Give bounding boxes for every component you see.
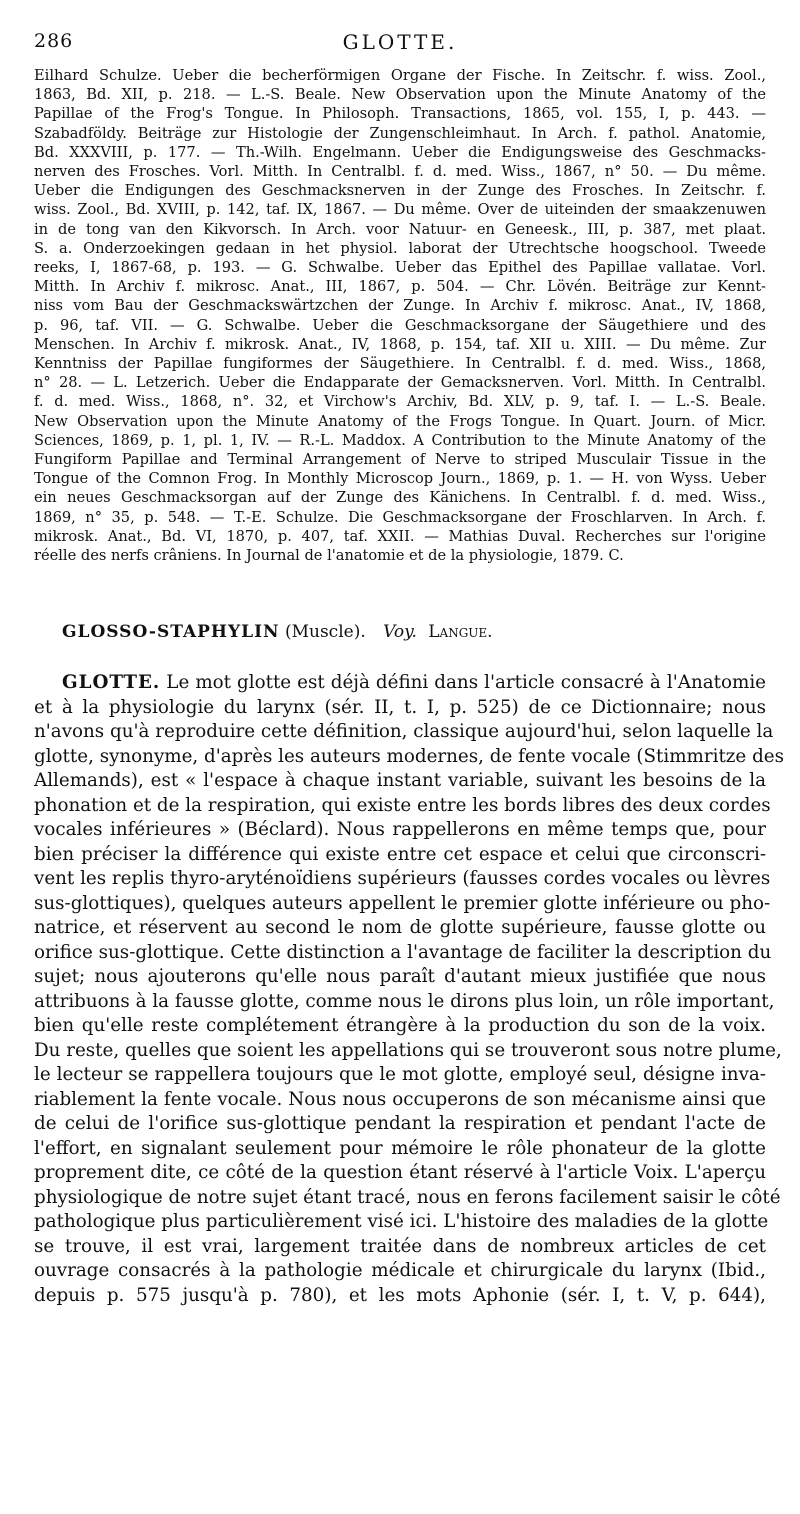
- article-line: sujet; nous ajouterons qu'elle nous paraît d'autant mieux justifiée que nous: [34, 966, 766, 987]
- running-title: GLOTTE.: [342, 30, 458, 54]
- entry-category: (Muscle).: [279, 622, 366, 642]
- bibliography-line: in de tong van den Kikvorsch. In Arch. voor Natuur- en Geneesk., III, p. 387, met plaat.: [34, 220, 766, 238]
- bibliography-line: Szabadföldy. Beiträge zur Histologie der Zungenschleimhaut. In Arch. f. pathol. Anatomie,: [34, 124, 766, 142]
- page-number: 286: [34, 30, 74, 52]
- bibliography-line: ein neues Geschmacksorgan auf der Zunge des Känichens. In Centralbl. f. d. med. Wiss.,: [34, 489, 766, 507]
- article-line: natrice, et réservent au second le nom de glotte supérieure, fausse glotte ou: [34, 917, 766, 938]
- bibliography-line: S. a. Onderzoekingen gedaan in het physiol. laborat der Utrechtsche hoogschool. Tweede: [34, 239, 766, 257]
- cross-reference-entry: [62, 622, 493, 642]
- bibliography-line: Ueber die Endigungen des Geschmacksnerven in der Zunge des Frosches. In Zeitschr. f.: [34, 182, 766, 200]
- bibliography-line: reeks, I, 1867-68, p. 193. — G. Schwalbe. Ueber das Epithel des Papillae vallatae. Vorl.: [34, 259, 766, 277]
- article-line: le lecteur se rappellera toujours que le mot glotte, employé seul, désigne inva-: [34, 1064, 766, 1085]
- article-line: Du reste, quelles que soient les appellations qui se trouveront sous notre plume,: [34, 1039, 782, 1061]
- bibliography-line: wiss. Zool., Bd. XVIII, p. 142, taf. IX, 1867. — Du même. Over de uiteinden der smaakzenuwen: [34, 201, 766, 219]
- bibliography-line: 1863, Bd. XII, p. 218. — L.-S. Beale. New Observation upon the Minute Anatomy of the: [34, 86, 766, 104]
- bibliography-line: Kenntniss der Papillae fungiformes der Säugethiere. In Centralbl. f. d. med. Wiss., 1868,: [34, 355, 766, 373]
- article-headword: GLOTTE.: [62, 672, 161, 693]
- bibliography-line: Mitth. In Archiv f. mikrosc. Anat., III, 1867, p. 504. — Chr. Lövén. Beiträge zur Kennt-: [34, 278, 766, 296]
- article-line: ouvrage consacrés à la pathologie médicale et chirurgicale du larynx (Ibid.,: [34, 1260, 766, 1281]
- bibliography-line: mikrosk. Anat., Bd. VI, 1870, p. 407, taf. XXII. — Mathias Duval. Recherches sur l'origine: [34, 527, 766, 545]
- article-line: pathologique plus particulièrement visé ici. L'histoire des maladies de la glotte: [34, 1211, 769, 1232]
- article-line: se trouve, il est vrai, largement traitée dans de nombreux articles de cet: [34, 1235, 766, 1257]
- article-line: et à la physiologie du larynx (sér. II, t. I, p. 525) de ce Dictionnaire; nous: [34, 696, 766, 718]
- article-line: riablement la fente vocale. Nous nous occuperons de son mécanisme ainsi que: [34, 1088, 766, 1110]
- bibliography-line: Tongue of the Comnon Frog. In Monthly Microscop Journ., 1869, p. 1. — H. von Wyss. Ueber: [34, 470, 766, 488]
- article-line: Allemands), est « l'espace à chaque instant variable, suivant les besoins de la: [34, 770, 766, 791]
- see-target: Langue.: [428, 622, 493, 642]
- entry-headword: GLOSSO-STAPHYLIN: [62, 622, 280, 642]
- bibliography-line: Bd. XXXVIII, p. 177. — Th.-Wilh. Engelmann. Ueber die Endigungsweise des Geschmacks-: [34, 143, 766, 161]
- article-first-line-text: Le mot glotte est déjà défini dans l'article consacré à l'Anatomie: [160, 672, 766, 693]
- page-header: [34, 30, 766, 56]
- bibliography-line: Sciences, 1869, p. 1, pl. 1, IV. — R.-L. Maddox. A Contribution to the Minute Anatomy of the: [34, 431, 766, 449]
- article-line: glotte, synonyme, d'après les auteurs modernes, de fente vocale (Stimmritze des: [34, 745, 784, 767]
- article-line: de celui de l'orifice sus-glottique pendant la respiration et pendant l'acte de: [34, 1113, 766, 1134]
- bibliography-line: Fungiform Papillae and Terminal Arrangement of Nerve to striped Musculair Tissue in the: [34, 451, 766, 469]
- bibliography-line: f. d. med. Wiss., 1868, n°. 32, et Virchow's Archiv, Bd. XLV, p. 9, taf. I. — L.-S. Beale.: [34, 393, 766, 411]
- bibliography-line: niss vom Bau der Geschmackswärtzchen der Zunge. In Archiv f. mikrosc. Anat., IV, 1868,: [34, 297, 766, 315]
- article-line: depuis p. 575 jusqu'à p. 780), et les mots Aphonie (sér. I, t. V, p. 644),: [34, 1284, 766, 1306]
- bibliography-block: [34, 66, 766, 565]
- article-line: sus-glottiques), quelques auteurs appellent le premier glotte inférieure ou pho-: [34, 892, 771, 914]
- article-line: l'effort, en signalant seulement pour mémoire le rôle phonateur de la glotte: [34, 1137, 766, 1159]
- article-line: phonation et de la respiration, qui existe entre les bords libres des deux cordes: [34, 794, 771, 816]
- bibliography-line: Menschen. In Archiv f. mikrosk. Anat., IV, 1868, p. 154, taf. XII u. XIII. — Du même. Zur: [34, 335, 766, 353]
- article-line: vocales inférieures » (Béclard). Nous rappellerons en même temps que, pour: [34, 819, 766, 840]
- bibliography-line: réelle des nerfs crâniens. In Journal de l'anatomie et de la physiologie, 1879. C.: [34, 547, 624, 565]
- article-line: physiologique de notre sujet étant tracé, nous en ferons facilement saisir le côté: [34, 1186, 781, 1208]
- article-body: [34, 671, 784, 1308]
- article-line: proprement dite, ce côté de la question étant réservé à l'article Voix. L'aperçu: [34, 1162, 766, 1183]
- bibliography-line: 1869, n° 35, p. 548. — T.-E. Schulze. Die Geschmacksorgane der Froschlarven. In Arch. f.: [34, 508, 766, 526]
- article-line: orifice sus-glottique. Cette distinction a l'avantage de faciliter la description du: [34, 941, 772, 963]
- see-prefix: Voy.: [383, 622, 417, 642]
- article-first-line: [34, 671, 766, 696]
- article-line: vent les replis thyro-aryténoïdiens supérieurs (fausses cordes vocales ou lèvres: [34, 868, 771, 889]
- article-line: n'avons qu'à reproduire cette définition, classique aujourd'hui, selon laquelle la: [34, 721, 774, 742]
- article-line: bien préciser la différence qui existe entre cet espace et celui que circonscri-: [34, 843, 766, 865]
- article-line: attribuons à la fausse glotte, comme nous le dirons plus loin, un rôle important,: [34, 990, 775, 1012]
- bibliography-line: n° 28. — L. Letzerich. Ueber die Endapparate der Gemacksnerven. Vorl. Mitth. In Centralbl.: [34, 374, 766, 392]
- bibliography-line: Papillae of the Frog's Tongue. In Philosoph. Transactions, 1865, vol. 155, I, p. 443. —: [34, 105, 766, 123]
- article-line: bien qu'elle reste complétement étrangère à la production du son de la voix.: [34, 1015, 766, 1036]
- bibliography-line: New Observation upon the Minute Anatomy of the Frogs Tongue. In Quart. Journ. of Micr.: [34, 412, 766, 430]
- bibliography-line: p. 96, taf. VII. — G. Schwalbe. Ueber die Geschmacksorgane der Säugethiere und des: [34, 316, 766, 334]
- bibliography-line: nerven des Frosches. Vorl. Mitth. In Centralbl. f. d. med. Wiss., 1867, n° 50. — Du même.: [34, 163, 766, 181]
- bibliography-line: Eilhard Schulze. Ueber die becherförmigen Organe der Fische. In Zeitschr. f. wiss. Zool.,: [34, 67, 766, 84]
